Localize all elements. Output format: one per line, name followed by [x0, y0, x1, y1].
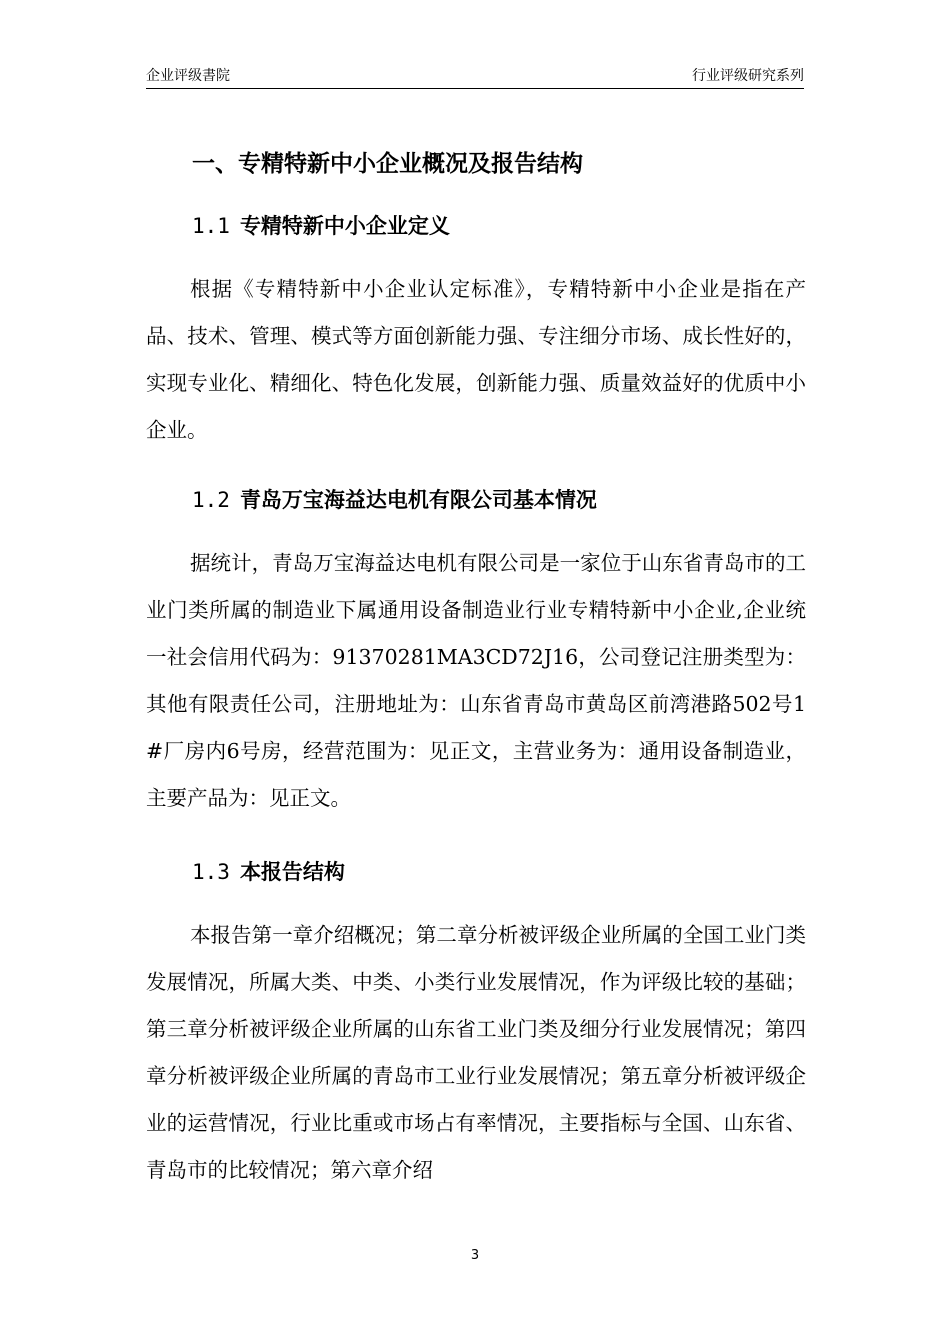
paragraph-1-3: 本报告第一章介绍概况；第二章分析被评级企业所属的全国工业门类发展情况，所属大类、中类、小类行业发展情况，作为评级比较的基础；第三章分析被评级企业所属的山东省工业门类及细分行业发展情况；第四章分析被评级企业所属的青岛市工业行业发展情况；第五章分析被评级企业的运营情况，行业比重或市场占有率情况，主要指标与全国、山东省、青岛市的比较情况；第六章介绍 [146, 923, 806, 1182]
subsection-number: 1.2 [192, 488, 230, 512]
subsection-heading-1-3 [192, 856, 345, 888]
subsection-number: 1.1 [192, 214, 230, 238]
subsection-heading-1-2 [192, 484, 597, 516]
paragraph-1-2: 据统计，青岛万宝海益达电机有限公司是一家位于山东省青岛市的工业门类所属的制造业下属通用设备制造业行业专精特新中小企业,企业统一社会信用代码为：91370281MA3CD72J16，公司登记注册类型为：其他有限责任公司，注册地址为：山东省青岛市黄岛区前湾港路502号1#厂房内6号房，经营范围为：见正文，主营业务为：通用设备制造业，主要产品为：见正文。 [146, 551, 806, 810]
section-title: 一、专精特新中小企业概况及报告结构 [192, 151, 583, 177]
subsection-title: 本报告结构 [239, 860, 345, 884]
page-number: 3 [470, 1248, 480, 1263]
subsection-number: 1.3 [192, 860, 230, 884]
header-right-text: 行业评级研究系列 [692, 68, 804, 84]
subsection-title: 青岛万宝海益达电机有限公司基本情况 [239, 488, 597, 512]
paragraph-1-1: 根据《专精特新中小企业认定标准》，专精特新中小企业是指在产品、技术、管理、模式等方面创新能力强、专注细分市场、成长性好的，实现专业化、精细化、特色化发展，创新能力强、质量效益好的优质中小企业。 [146, 277, 806, 442]
subsection-title: 专精特新中小企业定义 [239, 214, 450, 238]
page-header [146, 66, 804, 89]
subsection-heading-1-1 [192, 210, 450, 242]
header-left-text: 企业评级書院 [146, 68, 230, 84]
